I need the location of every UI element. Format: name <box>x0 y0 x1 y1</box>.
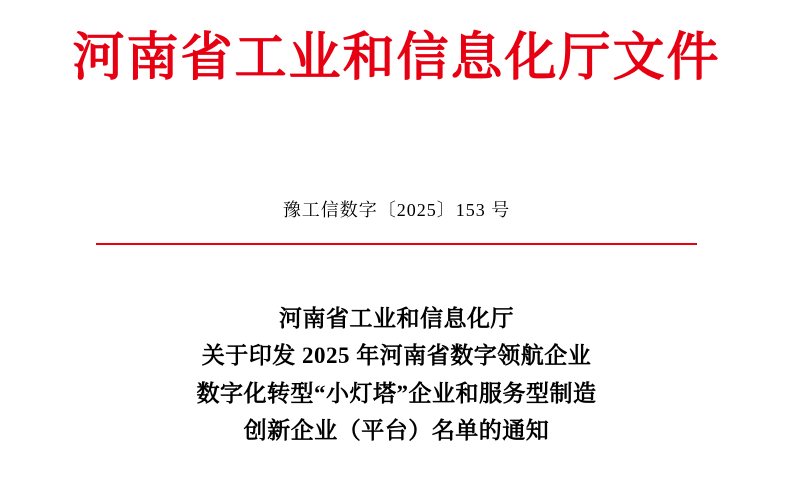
title-line-1: 河南省工业和信息化厅 <box>279 306 514 331</box>
document-title <box>0 300 793 449</box>
document-number: 豫工信数字〔2025〕153 号 <box>282 200 511 220</box>
title-line-2: 关于印发 2025 年河南省数字领航企业 <box>201 343 592 369</box>
document-masthead: 河南省工业和信息化厅文件 <box>72 30 721 87</box>
title-line-4: 创新企业（平台）名单的通知 <box>243 417 550 443</box>
red-separator-rule <box>96 243 697 245</box>
title-line-3: 数字化转型“小灯塔”企业和服务型制造 <box>196 380 597 406</box>
